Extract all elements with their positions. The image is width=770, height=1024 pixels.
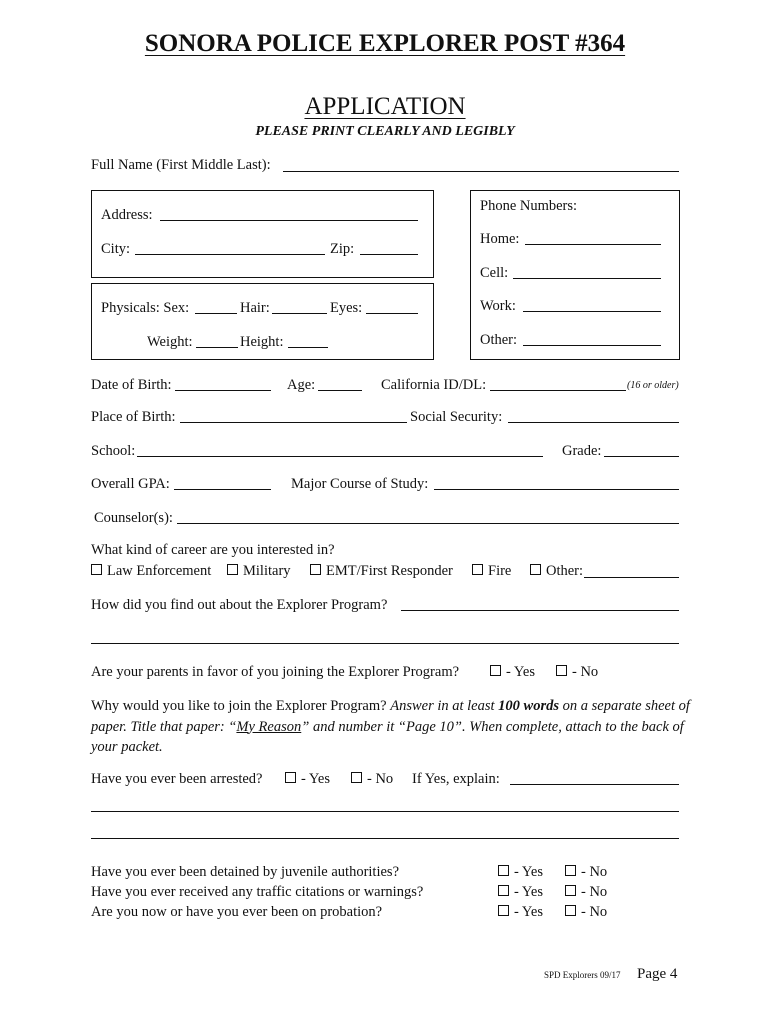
page-number: Page 4 xyxy=(637,966,678,982)
zip-field[interactable] xyxy=(360,254,418,255)
checkbox[interactable] xyxy=(498,905,509,916)
footer-code: SPD Explorers 09/17 xyxy=(544,970,621,980)
eyes-field[interactable] xyxy=(366,313,418,314)
work-phone-field[interactable] xyxy=(523,311,661,312)
checkbox[interactable] xyxy=(472,564,483,575)
address-label: Address: xyxy=(101,207,153,223)
school-label: School: xyxy=(91,443,136,459)
print-instruction: PLEASE PRINT CLEARLY AND LEGIBLY xyxy=(255,124,515,139)
ca-id-label: California ID/DL: xyxy=(381,377,487,393)
form-title: SONORA POLICE EXPLORER POST #364 xyxy=(144,30,626,57)
other-phone-label: Other: xyxy=(480,332,518,348)
social-security-label: Social Security: xyxy=(410,409,503,425)
weight-field[interactable] xyxy=(196,347,238,348)
home-phone-label: Home: xyxy=(480,231,520,247)
hair-field[interactable] xyxy=(272,313,327,314)
checkbox[interactable] xyxy=(565,865,576,876)
work-phone-label: Work: xyxy=(480,298,516,314)
height-label: Height: xyxy=(240,334,284,350)
checkbox[interactable] xyxy=(91,564,102,575)
gpa-label: Overall GPA: xyxy=(91,476,170,492)
checkbox[interactable] xyxy=(565,885,576,896)
school-field[interactable] xyxy=(137,456,543,457)
eyes-label: Eyes: xyxy=(330,300,363,316)
full-name-field[interactable] xyxy=(283,171,679,172)
other-phone-field[interactable] xyxy=(523,345,661,346)
zip-label: Zip: xyxy=(330,241,355,257)
juvenile-yes-option[interactable]: - Yes xyxy=(498,864,543,881)
citations-yes-option[interactable]: - Yes xyxy=(498,884,543,901)
ca-id-field[interactable] xyxy=(490,390,626,391)
juvenile-question: Have you ever been detained by juvenile authorities? xyxy=(91,864,400,880)
arrested-explain-field[interactable] xyxy=(510,784,679,785)
career-question: What kind of career are you interested in? xyxy=(91,542,335,558)
sex-field[interactable] xyxy=(195,313,237,314)
hair-label: Hair: xyxy=(240,300,270,316)
probation-question: Are you now or have you ever been on probation? xyxy=(91,904,383,920)
age-label: Age: xyxy=(287,377,316,393)
arrested-yes-option[interactable]: - Yes xyxy=(285,771,330,788)
phone-numbers-label: Phone Numbers: xyxy=(480,198,578,214)
checkbox[interactable] xyxy=(285,772,296,783)
counselor-label: Counselor(s): xyxy=(94,510,173,526)
checkbox[interactable] xyxy=(565,905,576,916)
major-field[interactable] xyxy=(434,489,679,490)
place-of-birth-field[interactable] xyxy=(180,422,407,423)
city-label: City: xyxy=(101,241,131,257)
probation-yes-option[interactable]: - Yes xyxy=(498,904,543,921)
major-label: Major Course of Study: xyxy=(291,476,429,492)
gpa-field[interactable] xyxy=(174,489,271,490)
parents-question: Are your parents in favor of you joining the Explorer Program? xyxy=(91,664,460,680)
citations-no-option[interactable]: - No xyxy=(565,884,607,901)
career-option-fire[interactable]: Fire xyxy=(472,563,511,580)
career-option-emt[interactable]: EMT/First Responder xyxy=(310,563,453,580)
ca-id-note: (16 or older) xyxy=(627,380,679,391)
weight-label: Weight: xyxy=(147,334,193,350)
home-phone-field[interactable] xyxy=(525,244,661,245)
checkbox[interactable] xyxy=(310,564,321,575)
full-name-label: Full Name (First Middle Last): xyxy=(91,157,271,173)
find-out-field-2[interactable] xyxy=(91,643,679,644)
checkbox[interactable] xyxy=(490,665,501,676)
address-field[interactable] xyxy=(160,220,418,221)
dob-label: Date of Birth: xyxy=(91,377,172,393)
city-field[interactable] xyxy=(135,254,325,255)
cell-phone-label: Cell: xyxy=(480,265,509,281)
career-option-other[interactable]: Other: xyxy=(530,563,583,580)
parents-yes-option[interactable]: - Yes xyxy=(490,664,535,681)
grade-field[interactable] xyxy=(604,456,679,457)
probation-no-option[interactable]: - No xyxy=(565,904,607,921)
find-out-question: How did you find out about the Explorer Program? xyxy=(91,597,388,613)
counselor-field[interactable] xyxy=(177,523,679,524)
checkbox[interactable] xyxy=(530,564,541,575)
checkbox[interactable] xyxy=(556,665,567,676)
sex-label: Physicals: Sex: xyxy=(101,300,190,316)
arrested-question: Have you ever been arrested? xyxy=(91,771,263,787)
checkbox[interactable] xyxy=(498,865,509,876)
juvenile-no-option[interactable]: - No xyxy=(565,864,607,881)
why-join-instructions: Why would you like to join the Explorer Program? Answer in at least 100 words on a separate sheet of paper. Title that paper: “My Reason” and number it “Page 10”. When complete, attach to the back of your packet. xyxy=(91,698,690,755)
career-option-military[interactable]: Military xyxy=(227,563,291,580)
cell-phone-field[interactable] xyxy=(513,278,661,279)
career-option-law-enforcement[interactable]: Law Enforcement xyxy=(91,563,211,580)
age-field[interactable] xyxy=(318,390,362,391)
checkbox[interactable] xyxy=(351,772,362,783)
checkbox[interactable] xyxy=(227,564,238,575)
arrested-no-option[interactable]: - No xyxy=(351,771,393,788)
parents-no-option[interactable]: - No xyxy=(556,664,598,681)
dob-field[interactable] xyxy=(175,390,271,391)
social-security-field[interactable] xyxy=(508,422,679,423)
place-of-birth-label: Place of Birth: xyxy=(91,409,176,425)
arrested-explain-field-3[interactable] xyxy=(91,838,679,839)
arrested-explain-label: If Yes, explain: xyxy=(412,771,500,787)
address-box xyxy=(91,190,434,278)
career-other-field[interactable] xyxy=(584,577,679,578)
height-field[interactable] xyxy=(288,347,328,348)
checkbox[interactable] xyxy=(498,885,509,896)
application-heading: APPLICATION xyxy=(304,93,466,120)
arrested-explain-field-2[interactable] xyxy=(91,811,679,812)
find-out-field[interactable] xyxy=(401,610,679,611)
citations-question: Have you ever received any traffic citations or warnings? xyxy=(91,884,424,900)
grade-label: Grade: xyxy=(562,443,602,459)
